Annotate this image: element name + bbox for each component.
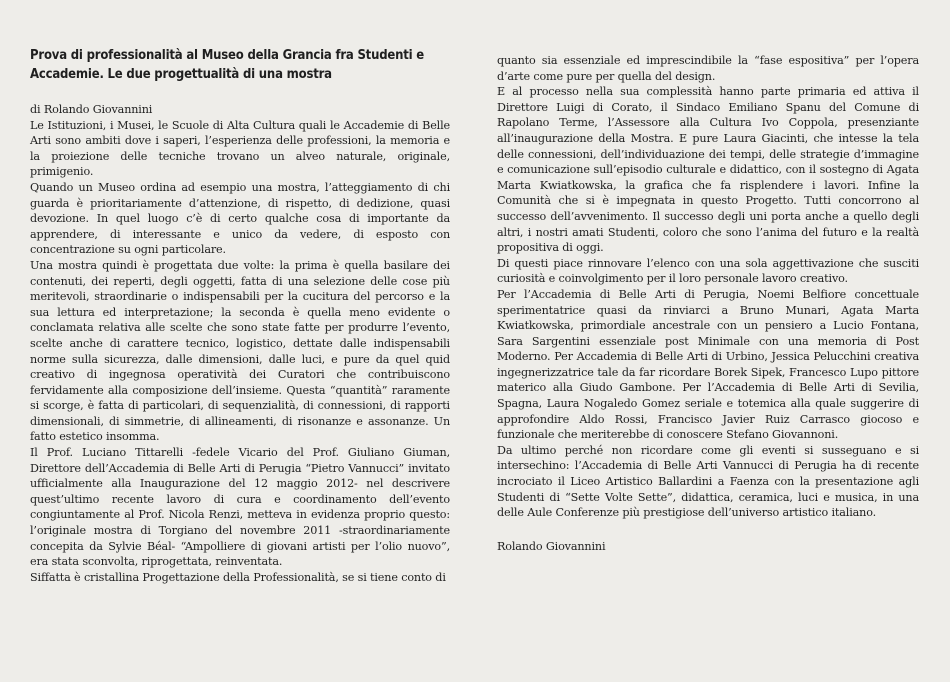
article-title: Prova di professionalità al Museo della Grancia fra Studenti e Accademie. Le due progettualità di una mostra: [30, 48, 425, 82]
paragraph: Siffatta è cristallina Progettazione della Professionalità, se si tiene conto di: [30, 570, 446, 584]
paragraph: Il Prof. Luciano Tittarelli -fedele Vicario del Prof. Giuliano Giuman, Direttore dell’Accademia di Belle Arti di Perugia “Pietro Vannucci” invitato ufficialmente alla Inaugurazione del 12 maggio 2012- nel descrivere quest’ultimo recente lavoro di cura e coordinamento dell’evento congiuntamente al Prof. Nicola Renzi, metteva in evidenza proprio questo: l’originale mostra di Torgiano del novembre 2011 -straordinariamente concepita da Sylvie Béal- “Ampolliere di giovani artisti per l’olio nuovo”, era stata sconvolta, riprogettata, reinventata.: [30, 446, 450, 569]
paragraph: Quando un Museo ordina ad esempio una mostra, l’atteggiamento di chi guarda è prioritariamente d’attenzione, di rispetto, di dedizione, quasi devozione. In quel luogo c’è di certo qualche cosa di importante da apprendere, di interessante e unico da vedere, di esposto con concentrazione su ogni particolare.: [30, 180, 450, 257]
left-column: [30, 46, 450, 585]
paragraph: Una mostra quindi è progettata due volte: la prima è quella basilare dei contenuti, dei reperti, degli oggetti, fatta di una selezione delle cose più meritevoli, straordinarie o indispensabili per la cucitura del percorso e la sua lettura ed interpretazione; la seconda è quella meno evidente o conclamata relativa alle scelte che sono state fatte per produrre l’evento, scelte anche di carattere tecnico, logistico, dettate dalle indispensabili norme sulla sicurezza, dalle dimensioni, dalle luci, e pure da quel quid creativo di ingegnosa operatività dei Curatori che contribuiscono fervidamente alla composizione dell’insieme. Questa “quantità” raramente si scorge, è fatta di particolari, di sequenzialità, di connessioni, di rapporti dimensionali, di simmetrie, di allineamenti, di risonanze e assonanze. Un fatto estetico insomma.: [30, 258, 450, 444]
paragraph: Le Istituzioni, i Musei, le Scuole di Alta Cultura quali le Accademie di Belle Arti sono ambiti dove i saperi, l’esperienza delle professioni, la memoria e la proiezione delle tecniche trovano un alveo naturale, originale, primigenio.: [30, 118, 450, 179]
paragraph: quanto sia essenziale ed imprescindibile la “fase espositiva” per l’opera d’arte come pure per quella del design.: [497, 54, 919, 83]
byline: di Rolando Giovannini: [30, 103, 153, 116]
paragraph: Da ultimo perché non ricordare come gli eventi si susseguano e si intersechino: l’Accademia di Belle Arti Vannucci di Perugia ha di recente incrociato il Liceo Artistico Ballardini a Faenza con la presentazione agli Studenti di “Sette Volte Sette”, didattica, ceramica, luci e musica, in una delle Aule Conferenze più prestigiose dell’universo artistico italiano.: [497, 443, 919, 520]
paragraph: Di questi piace rinnovare l’elenco con una sola aggettivazione che susciti curiosità e coinvolgimento per il loro personale lavoro creativo.: [497, 256, 919, 286]
right-column: [497, 53, 919, 554]
paragraph: Per l’Accademia di Belle Arti di Perugia, Noemi Belfiore concettuale sperimentatrice quasi da rinviarci a Bruno Munari, Agata Marta Kwiatkowska, primordiale ancestrale con un pensiero a Lucio Fontana, Sara Sargentini essenziale post Minimale con una memoria di Post Moderno. Per Accademia di Belle Arti di Urbino, Jessica Pelucchini creativa ingegnerizzatrice tale da far ricordare Borek Sipek, Francesco Lupo pittore materico alla Giudo Gambone. Per l’Accademia di Belle Arti di Sevilia, Spagna, Laura Nogaledo Gomez seriale e totemica alla quale suggerire di approfondire Aldo Rossi, Francisco Javier Ruiz Carrasco giocoso e funzionale che meriterebbe di conoscere Stefano Giovannoni.: [497, 287, 919, 442]
paragraph: E al processo nella sua complessità hanno parte primaria ed attiva il Direttore Luigi di Corato, il Sindaco Emiliano Spanu del Comune di Rapolano Terme, l’Assessore alla Cultura Ivo Coppola, presenziante all’inaugurazione della Mostra. E pure Laura Giacinti, che intesse la tela delle connessioni, dell’individuazione dei tempi, delle strategie d’immagine e comunicazione sull’episodio culturale e didattico, con il sostegno di Agata Marta Kwiatkowska, la grafica che fa risplendere i lavori. Infine la Comunità che si è impegnata in questo Progetto. Tutti concorrono al successo dell’avvenimento. Il successo degli uni porta anche a quello degli altri, i nostri amati Studenti, coloro che sono l’anima del futuro e la realtà propositiva di oggi.: [497, 85, 919, 255]
signature: Rolando Giovannini: [497, 539, 606, 553]
